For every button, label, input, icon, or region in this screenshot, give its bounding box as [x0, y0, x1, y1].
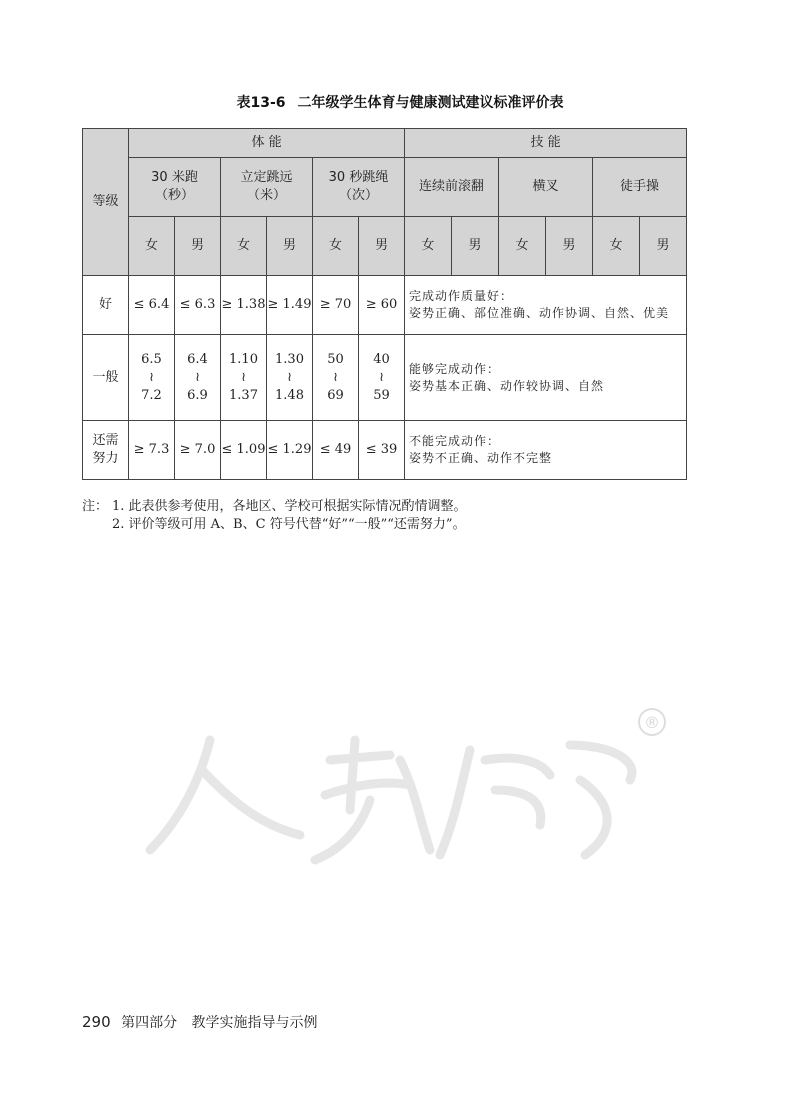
gender-male: 男 — [452, 217, 499, 276]
skill-description: 不能完成动作： 姿势不正确、动作不完整 — [405, 421, 687, 480]
gender-female: 女 — [221, 217, 267, 276]
skill-group-header: 技 能 — [405, 129, 687, 158]
gender-male: 男 — [359, 217, 405, 276]
registered-mark: ® — [644, 713, 660, 732]
category-forward-roll: 连续前滚翻 — [405, 158, 499, 217]
range-cell: 6.5 ≀ 7.2 — [129, 335, 175, 421]
gender-male: 男 — [267, 217, 313, 276]
note-2: 2. 评价等级可用 A、B、C 符号代替“好”“一般”“还需努力”。 — [112, 517, 466, 532]
header-row-gender — [83, 217, 687, 276]
skill-description: 完成动作质量好： 姿势正确、部位准确、动作协调、自然、优美 — [405, 276, 687, 335]
table-number: 表13-6 — [236, 95, 286, 111]
table-row — [83, 335, 687, 421]
gender-female: 女 — [499, 217, 546, 276]
gender-female: 女 — [405, 217, 452, 276]
header-row-categories — [83, 158, 687, 217]
gender-male: 男 — [640, 217, 687, 276]
category-rope-skipping: 30 秒跳绳 （次） — [313, 158, 405, 217]
category-split: 横叉 — [499, 158, 593, 217]
gender-female: 女 — [129, 217, 175, 276]
table-row — [83, 421, 687, 480]
grade-cell: 好 — [83, 276, 129, 335]
category-free-exercise: 徒手操 — [593, 158, 687, 217]
value-cell: ≤ 6.3 — [175, 276, 221, 335]
notes-label: 注： — [82, 499, 109, 514]
header-row-groups — [83, 129, 687, 158]
gender-female: 女 — [313, 217, 359, 276]
range-cell: 6.4 ≀ 6.9 — [175, 335, 221, 421]
gender-male: 男 — [546, 217, 593, 276]
fitness-group-header: 体 能 — [129, 129, 405, 158]
note-1: 1. 此表供参考使用，各地区、学校可根据实际情况酌情调整。 — [112, 499, 467, 514]
evaluation-table — [82, 128, 687, 480]
value-cell: ≤ 6.4 — [129, 276, 175, 335]
gender-female: 女 — [593, 217, 640, 276]
range-cell: 1.10 ≀ 1.37 — [221, 335, 267, 421]
gender-male: 男 — [175, 217, 221, 276]
table-notes — [82, 498, 467, 534]
grade-cell: 还需 努力 — [83, 421, 129, 480]
range-cell: 1.30 ≀ 1.48 — [267, 335, 313, 421]
page-number: 290 — [82, 1013, 111, 1031]
skill-description: 能够完成动作： 姿势基本正确、动作较协调、自然 — [405, 335, 687, 421]
footer-chapter: 教学实施指导与示例 — [191, 1015, 318, 1031]
table-title-text: 二年级学生体育与健康测试建议标准评价表 — [297, 95, 564, 111]
category-standing-jump: 立定跳远 （米） — [221, 158, 313, 217]
range-cell: 50 ≀ 69 — [313, 335, 359, 421]
table-title — [0, 92, 800, 112]
value-cell: ≥ 1.49 — [267, 276, 313, 335]
category-30m-run: 30 米跑 （秒） — [129, 158, 221, 217]
value-cell: ≤ 1.09 — [221, 421, 267, 480]
value-cell: ≥ 7.3 — [129, 421, 175, 480]
grade-cell: 一般 — [83, 335, 129, 421]
value-cell: ≥ 60 — [359, 276, 405, 335]
value-cell: ≥ 70 — [313, 276, 359, 335]
value-cell: ≥ 7.0 — [175, 421, 221, 480]
page-footer — [82, 1012, 318, 1032]
value-cell: ≤ 39 — [359, 421, 405, 480]
range-cell: 40 ≀ 59 — [359, 335, 405, 421]
footer-section: 第四部分 — [121, 1015, 178, 1031]
table-row — [83, 276, 687, 335]
value-cell: ≤ 1.29 — [267, 421, 313, 480]
value-cell: ≤ 49 — [313, 421, 359, 480]
grade-header: 等级 — [83, 129, 129, 276]
publisher-watermark-logo — [140, 700, 680, 870]
value-cell: ≥ 1.38 — [221, 276, 267, 335]
